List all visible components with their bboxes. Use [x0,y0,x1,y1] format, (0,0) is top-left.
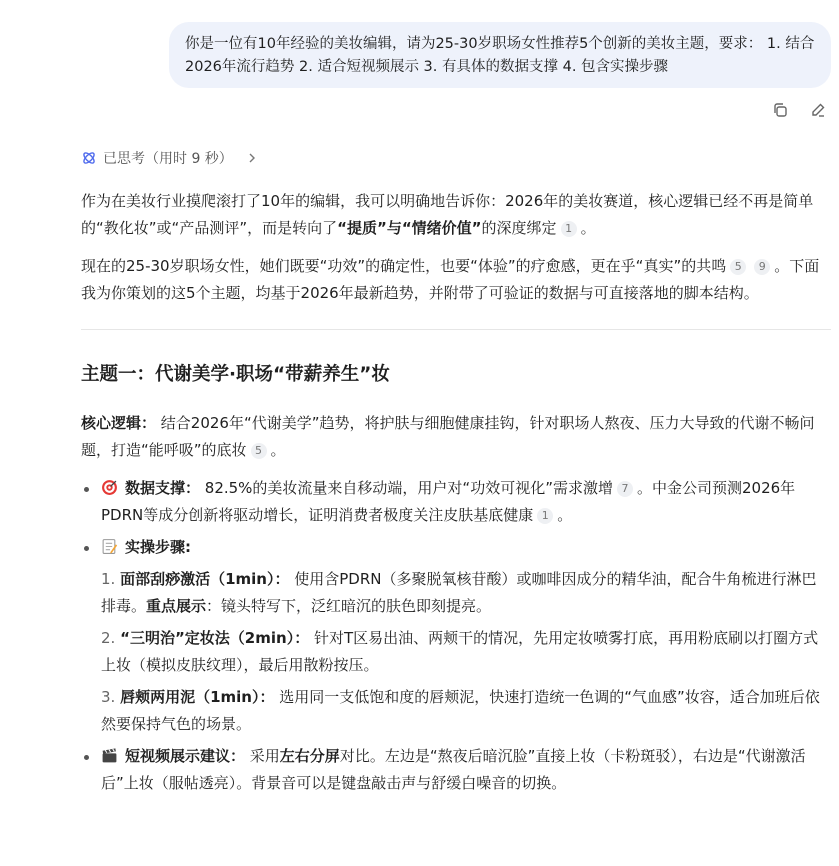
divider [81,329,831,330]
chevron-right-icon [245,151,259,165]
citation-badge[interactable]: 1 [561,221,577,237]
step-number: 3. [101,688,116,706]
intro-text: 。下面我为你策划的这5个主题，均基于2026年最新趋势，并附带了可验证的数据与可直接落地的脚本结构。 [81,257,820,302]
core-logic-text: 结合2026年“代谢美学”趋势，将护肤与细胞健康挂钩，针对职场人熬夜、压力大导致的代谢不畅问题，打造“能呼吸”的底妆 [81,414,815,459]
citation-badge[interactable]: 5 [730,259,746,275]
core-logic [81,410,831,464]
intro-paragraph-1 [81,188,831,242]
data-text: 82.5%的美妆流量来自移动端，用户对“功效可视化”需求激增 [200,479,613,497]
memo-emoji-icon [101,538,118,555]
citation-badge[interactable]: 1 [537,508,553,524]
intro-text: 的深度绑定 [481,219,557,237]
step-number: 1. [101,570,116,588]
video-text: 采用 [245,747,280,765]
video-label: 短视频展示建议： [125,747,246,765]
step-item [101,684,831,738]
user-message-text: 你是一位有10年经验的美妆编辑，请为25-30岁职场女性推荐5个创新的美妆主题，要求： 1. 结合2026年流行趋势 2. 适合短视频展示 3. 有具体的数据支撑 4. 包含实操步骤 [185,36,815,75]
punct: 。 [557,506,573,524]
step-number: 2. [101,629,116,647]
punct: 。 [270,441,286,459]
data-label: 数据支撑： [125,479,201,497]
thinking-icon [81,150,97,166]
edit-icon [810,102,826,118]
assistant-response [81,188,831,802]
video-text: 对比。左边是“熬夜后暗沉脸”直接上妆（卡粉斑驳），右边是“代谢激活后”上妆（服帖透亮）。背景音可以是键盘敲击声与舒缓白噪音的切换。 [101,747,806,792]
user-message-bubble [169,22,831,88]
intro-bold: 与 [386,219,402,237]
video-bold: 左右分屏 [279,747,340,765]
step-item [101,566,831,620]
core-logic-label: 核心逻辑： [81,414,157,432]
step-title: 面部刮痧激活（1min）： [120,570,290,588]
step-text: 使用含PDRN（多聚脱氧核苷酸）或咖啡因成分的精华油，配合牛角梳进行淋巴排毒。 [101,570,817,615]
step-title: “三明治”定妆法（2min）： [120,629,310,647]
list-item [81,534,831,738]
step-text: 针对T区易出油、两颊干的情况，先用定妆喷雾打底，再用粉底刷以打圈方式上妆（模拟皮肤纹理），最后用散粉按压。 [101,629,819,674]
step-title: 唇颊两用泥（1min）： [120,688,275,706]
edit-button[interactable] [808,100,828,120]
theme-title: 主题一：代谢美学·职场“带薪养生”妆 [81,364,390,385]
citation-badge[interactable]: 9 [754,259,770,275]
step-text: 选用同一支低饱和度的唇颊泥，快速打造统一色调的“气血感”妆容，适合加班后依然要保持气色的场景。 [101,688,820,733]
intro-bold: “情绪价值” [401,219,482,237]
intro-text: 。 [580,219,596,237]
list-item [81,475,831,529]
thinking-label: 已思考（用时 9 秒） [103,151,233,167]
step-text: ：镜头特写下，泛红暗沉的肤色即刻提亮。 [206,597,492,615]
steps-label: 实操步骤: [125,538,191,556]
intro-text: 作为在美妆行业摸爬滚打了10年的编辑，我可以明确地告诉你：2026年的美妆赛道，核心逻辑已经不再是简单的“教化妆”或“产品测评”，而是转向了 [81,192,814,237]
copy-icon [772,102,788,118]
clapper-emoji-icon [101,747,118,764]
intro-text: 现在的25-30岁职场女性，她们既要“功效”的确定性，也要“体验”的疗愈感，更在乎“真实”的共鸣 [81,257,727,275]
citation-badge[interactable]: 5 [251,443,267,459]
intro-bold: “提质” [337,219,387,237]
step-item [101,625,831,679]
data-text: 。中金公司预测2026年PDRN等成分创新将驱动增长，证明消费者极度关注皮肤基底健康 [101,479,796,524]
thinking-toggle[interactable] [81,148,259,168]
citation-badge[interactable]: 7 [617,481,633,497]
theme-bullets [81,475,831,797]
message-actions [770,100,828,120]
step-bold: 重点展示 [146,597,207,615]
target-emoji-icon [101,479,118,496]
steps-list [101,566,831,738]
intro-paragraph-2 [81,253,831,307]
copy-button[interactable] [770,100,790,120]
list-item [81,743,831,797]
